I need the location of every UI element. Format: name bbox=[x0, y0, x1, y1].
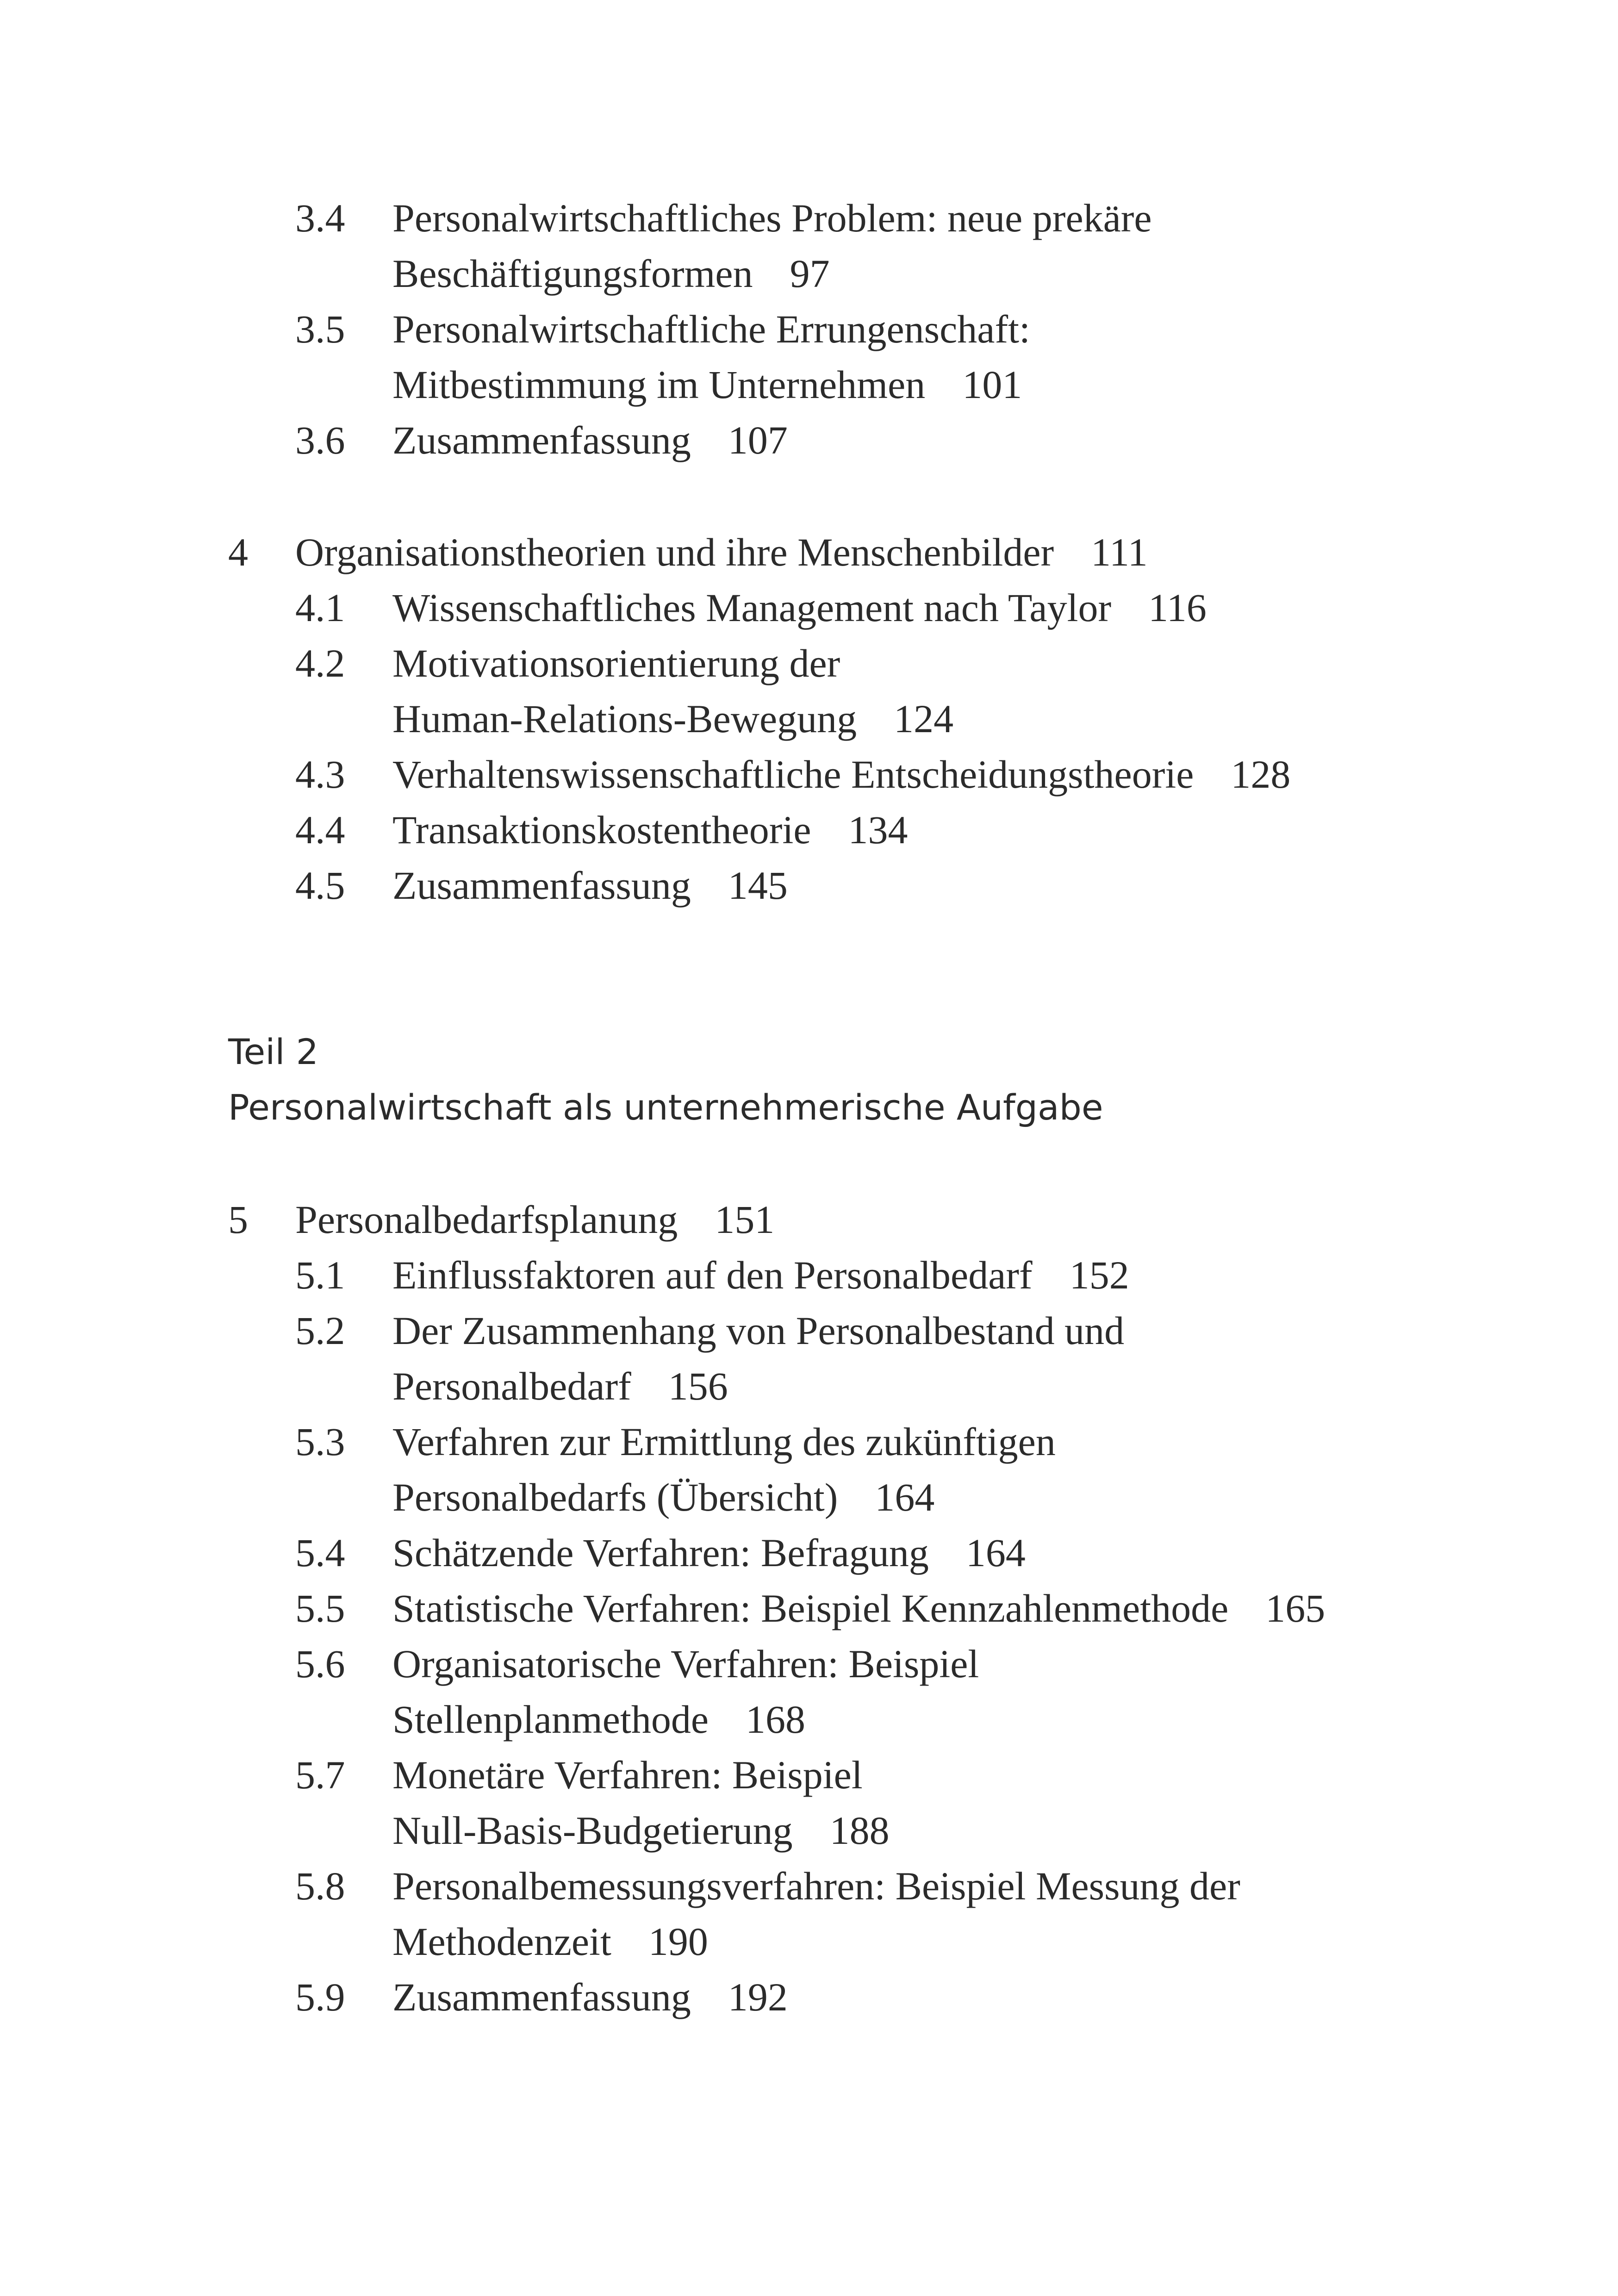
toc-page-number: 97 bbox=[790, 251, 830, 296]
toc-page-number: 164 bbox=[875, 1475, 935, 1519]
toc-page-number: 152 bbox=[1069, 1253, 1129, 1297]
part-title: Personalwirtschaft als unternehmerische Aufgabe bbox=[228, 1087, 1103, 1128]
toc-entry-title: Schätzende Verfahren: Befragung 164 bbox=[392, 1531, 1026, 1575]
toc-entry-number: 5.9 bbox=[295, 1975, 345, 2019]
toc-page-number: 190 bbox=[648, 1919, 708, 1964]
toc-entry-title: Zusammenfassung 145 bbox=[392, 863, 788, 908]
toc-entry-title-cont: Personalbedarf 156 bbox=[392, 1364, 728, 1408]
toc-entry-number: 5.6 bbox=[295, 1642, 345, 1686]
toc-entry-number: 4.5 bbox=[295, 863, 345, 908]
toc-entry-number: 5.5 bbox=[295, 1586, 345, 1630]
toc-entry-title: Motivationsorientierung der bbox=[392, 641, 840, 685]
toc-entry-number: 4.2 bbox=[295, 641, 345, 685]
toc-page-number: 168 bbox=[746, 1697, 806, 1742]
toc-entry-title: Der Zusammenhang von Personalbestand und bbox=[392, 1308, 1125, 1353]
toc-entry-number: 3.5 bbox=[295, 307, 345, 351]
toc-entry-title-cont: Human-Relations-Bewegung 124 bbox=[392, 697, 954, 741]
toc-entry-number: 5.4 bbox=[295, 1531, 345, 1575]
toc-entry-title-cont: Personalbedarfs (Übersicht) 164 bbox=[392, 1475, 935, 1519]
toc-entry-title-cont: Mitbestimmung im Unternehmen 101 bbox=[392, 362, 1022, 407]
toc-page-number: 134 bbox=[848, 808, 908, 852]
toc-page-number: 164 bbox=[965, 1531, 1026, 1575]
toc-page-number: 192 bbox=[728, 1975, 788, 2019]
toc-page-number: 156 bbox=[668, 1364, 728, 1408]
toc-page-number: 165 bbox=[1265, 1586, 1326, 1630]
toc-entry-title: Organisatorische Verfahren: Beispiel bbox=[392, 1642, 979, 1686]
toc-page-number: 107 bbox=[728, 418, 788, 462]
chapter-number: 4 bbox=[228, 530, 248, 574]
toc-entry-title: Verfahren zur Ermittlung des zukünftigen bbox=[392, 1419, 1056, 1464]
toc-entry-title: Verhaltenswissenschaftliche Entscheidungstheorie 128 bbox=[392, 752, 1291, 796]
toc-page-number: 128 bbox=[1231, 752, 1291, 796]
toc-page-number: 116 bbox=[1148, 585, 1207, 630]
toc-entry-title-cont: Beschäftigungsformen 97 bbox=[392, 251, 830, 296]
toc-entry-title: Einflussfaktoren auf den Personalbedarf 152 bbox=[392, 1253, 1129, 1297]
toc-entry-number: 4.1 bbox=[295, 585, 345, 630]
toc-entry-number: 3.4 bbox=[295, 196, 345, 240]
toc-entry-number: 4.4 bbox=[295, 808, 345, 852]
toc-entry-title: Wissenschaftliches Management nach Taylor 116 bbox=[392, 585, 1207, 630]
chapter-title: Personalbedarfsplanung 151 bbox=[295, 1197, 775, 1242]
toc-entry-title-cont: Stellenplanmethode 168 bbox=[392, 1697, 806, 1742]
toc-entry-title: Personalbemessungsverfahren: Beispiel Messung der bbox=[392, 1864, 1240, 1908]
toc-entry-title: Personalwirtschaftliche Errungenschaft: bbox=[392, 307, 1030, 351]
toc-entry-title: Zusammenfassung 192 bbox=[392, 1975, 788, 2019]
toc-page-number: 124 bbox=[894, 697, 954, 741]
toc-entry-title: Zusammenfassung 107 bbox=[392, 418, 788, 462]
toc-page-number: 151 bbox=[715, 1197, 775, 1242]
toc-entry-title: Personalwirtschaftliches Problem: neue prekäre bbox=[392, 196, 1152, 240]
toc-entry-title: Statistische Verfahren: Beispiel Kennzahlenmethode 165 bbox=[392, 1586, 1326, 1630]
chapter-title: Organisationstheorien und ihre Menschenbilder 111 bbox=[295, 530, 1148, 574]
toc-entry-number: 3.6 bbox=[295, 418, 345, 462]
toc-entry-title-cont: Null-Basis-Budgetierung 188 bbox=[392, 1808, 890, 1853]
toc-entry-number: 4.3 bbox=[295, 752, 345, 796]
toc-entry-title-cont: Methodenzeit 190 bbox=[392, 1919, 708, 1964]
toc-entry-number: 5.8 bbox=[295, 1864, 345, 1908]
toc-entry-number: 5.3 bbox=[295, 1419, 345, 1464]
toc-entry-title: Monetäre Verfahren: Beispiel bbox=[392, 1753, 863, 1797]
part-label: Teil 2 bbox=[228, 1031, 319, 1072]
chapter-number: 5 bbox=[228, 1197, 248, 1242]
toc-entry-title: Transaktionskostentheorie 134 bbox=[392, 808, 908, 852]
toc-page-number: 145 bbox=[728, 863, 788, 908]
toc-page-number: 101 bbox=[962, 362, 1022, 407]
toc-entry-number: 5.1 bbox=[295, 1253, 345, 1297]
toc-entry-number: 5.7 bbox=[295, 1753, 345, 1797]
toc-entry-number: 5.2 bbox=[295, 1308, 345, 1353]
toc-page-number: 111 bbox=[1091, 530, 1148, 574]
toc-page-number: 188 bbox=[829, 1808, 890, 1853]
